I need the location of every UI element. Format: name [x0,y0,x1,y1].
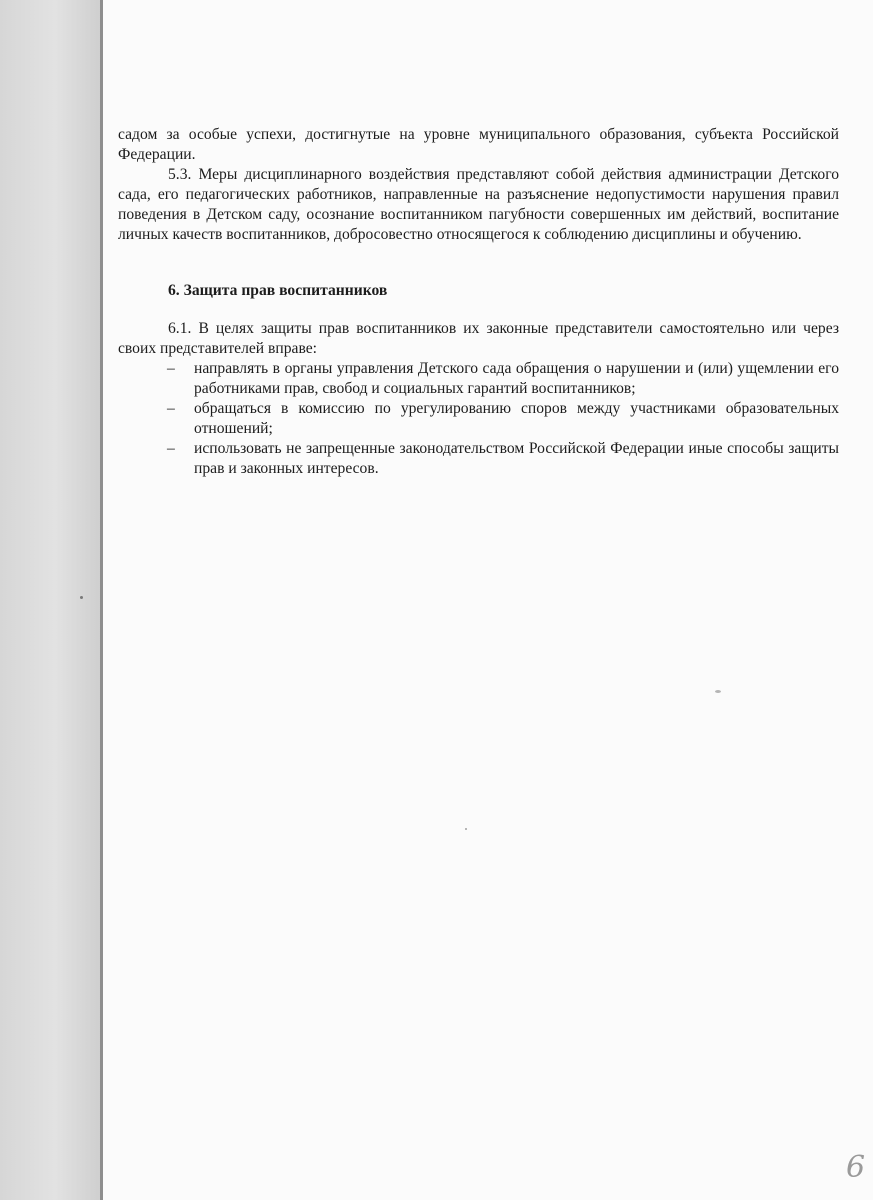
paragraph-6-1 [118,319,839,359]
list-item-text: обращаться в комиссию по урегулированию споров между участниками образовательных отношений; [194,400,839,437]
list-item [118,439,839,479]
paragraph-6-1-text: 6.1. В целях защиты прав воспитанников их законные представители самостоятельно или через своих представителей вправе: [118,320,839,357]
list-item-text: использовать не запрещенные законодательством Российской Федерации иные способы защиты прав и законных интересов. [194,440,839,477]
rights-list [118,359,839,479]
paragraph-5-3-text: 5.3. Меры дисциплинарного воздействия представляют собой действия администрации Детского сада, его педагогических работников, направленные на разъяснение недопустимости нарушения правил поведения в Детском саду, осознание воспитанником пагубности совершенных им действий, воспитание личных качеств воспитанников, добросовестно относящегося к соблюдению дисциплины и обучению. [118,166,839,243]
list-dash: – [167,360,175,377]
scan-speck [465,828,467,830]
binding-strip [0,0,100,1200]
list-item [118,399,839,439]
page-number: 6 [846,1150,866,1185]
paragraph-5-3 [118,165,839,245]
scan-speck [80,596,83,599]
list-item [118,359,839,399]
list-dash: – [167,400,175,417]
list-dash: – [167,440,175,457]
list-item-text: направлять в органы управления Детского сада обращения о нарушении и (или) ущемлении его работниками прав, свобод и социальных гарантий воспитанников; [194,360,839,397]
section-6-heading: 6. Защита прав воспитанников [168,282,388,299]
paragraph-continuation-text: садом за особые успехи, достигнутые на уровне муниципального образования, субъекта Российской Федерации. [118,126,839,163]
scan-speck [715,690,721,693]
paragraph-continuation [118,125,839,165]
